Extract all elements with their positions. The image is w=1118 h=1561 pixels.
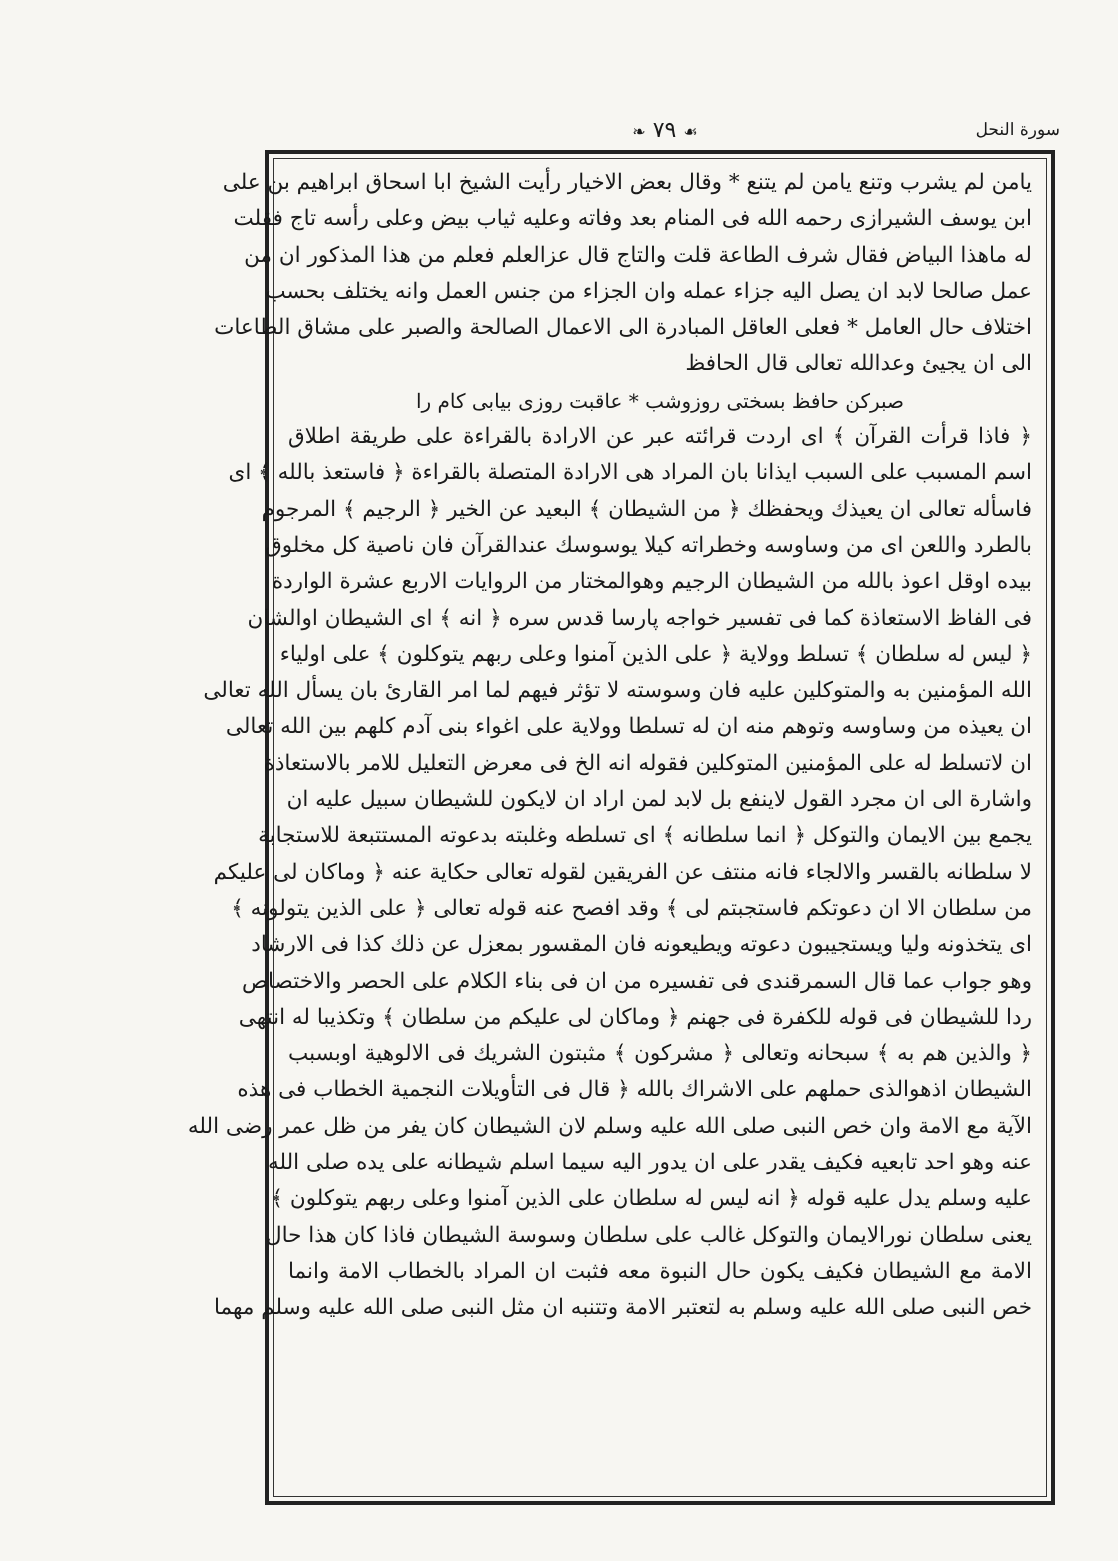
ornament-left-icon: ❧ <box>632 122 646 141</box>
text-line: يامن لم يشرب وتنع يامن لم يتنع * وقال بعض الاخيار رأيت الشيخ ابا اسحاق ابراهيم بن على <box>222 170 1032 195</box>
text-line: لا سلطانه بالقسر والالجاء فانه منتف عن الفريقين لقوله تعالى حكاية عنه ﴿ وماكان لى عليكم <box>213 859 1032 885</box>
text-line: ﴿ فاذا قرأت القرآن ﴾ اى اردت قرائته عبر عن الارادة بالقراءة على طريقة اطلاق <box>288 424 1032 450</box>
text-line: الى ان يجيئ وعدالله تعالى قال الحافظ <box>685 351 1032 377</box>
text-line: فى الفاظ الاستعاذة كما فى تفسير خواجه پارسا قدس سره ﴿ انه ﴾ اى الشيطان اوالشان <box>247 605 1032 631</box>
text-line: اى يتخذونه وليا ويستجيبون دعوته ويطيعونه فان المقسور بمعزل عن ذلك كذا فى الارشاد <box>251 932 1032 958</box>
text-line: الامة مع الشيطان فكيف يكون حال النبوة معه فثبت ان المراد بالخطاب الامة وانما <box>288 1258 1032 1284</box>
text-line: الله المؤمنين به والمتوكلين عليه فان وسوسته لا تؤثر فيهم لما امر القارئ بان يسأل الله تعالى <box>203 678 1032 704</box>
text-line: ﴿ ليس له سلطان ﴾ تسلط وولاية ﴿ على الذين آمنوا وعلى ربهم يتوكلون ﴾ على اولياء <box>279 641 1032 667</box>
text-line: عليه وسلم يدل عليه قوله ﴿ انه ليس له سلطان على الذين آمنوا وعلى ربهم يتوكلون ﴾ <box>270 1186 1032 1212</box>
page-header <box>270 118 1060 154</box>
text-line: بالطرد واللعن اى من وساوسه وخطراته كيلا يوسوسك عندالقرآن فان ناصية كل مخلوق <box>265 532 1032 558</box>
text-line: ان يعيذه من وساوسه وتوهم منه ان له تسلطا وولاية على اغواء بنى آدم كلهم بين الله تعالى <box>225 714 1032 740</box>
text-line: بيده اوقل اعوذ بالله من الشيطان الرجيم وهوالمختار من الروايات الاربع عشرة الواردة <box>271 569 1032 595</box>
text-line: وهو جواب عما قال السمرقندى فى تفسيره من ان فى بناء الكلام على الحصر والاختصاص <box>242 968 1032 994</box>
text-line: من سلطان الا ان دعوتكم فاستجبتم لى ﴾ وقد افصح عنه قوله تعالى ﴿ على الذين يتولونه ﴾ <box>231 895 1032 921</box>
page-number <box>270 118 1060 143</box>
text-line: اسم المسبب على السبب ايذانا بان المراد هى الارادة المتصلة بالقراءة ﴿ فاستعذ بالله ﴾ اى <box>228 460 1032 486</box>
text-line: عنه وهو احد تابعيه فكيف يقدر على ان يدور اليه سيما اسلم شيطانه على يده صلى الله <box>267 1150 1032 1176</box>
text-line: فاسأله تعالى ان يعيذك ويحفظك ﴿ من الشيطان ﴾ البعيد عن الخير ﴿ الرجيم ﴾ المرجوم <box>261 496 1032 522</box>
text-line: اختلاف حال العامل * فعلى العاقل المبادرة الى الاعمال الصالحة والصبر على مشاق الطاعات <box>214 315 1032 341</box>
text-line: ان لاتسلط له على المؤمنين المتوكلين فقوله انه الخ فى معرض التعليل للامر بالاستعاذة <box>263 750 1032 776</box>
text-line: خص النبى صلى الله عليه وسلم به لتعتبر الامة وتتنبه ان مثل النبى صلى الله عليه وسلم مهما <box>214 1295 1032 1321</box>
text-line: ابن يوسف الشيرازى رحمه الله فى المنام بعد وفاته وعليه ثياب بيض وعلى رأسه تاج فقلت <box>233 206 1032 232</box>
text-line: عمل صالحا لابد ان يصل اليه جزاء عمله وان الجزاء من جنس العمل وانه يختلف بحسب <box>265 278 1032 304</box>
text-line: له ماهذا البياض فقال شرف الطاعة قلت والتاج قال عزالعلم فعلم من هذا المذكور ان من <box>244 242 1032 268</box>
text-line: يعنى سلطان نورالايمان والتوكل غالب على سلطان وسوسة الشيطان فاذا كان هذا حال <box>265 1222 1032 1248</box>
text-line: يجمع بين الايمان والتوكل ﴿ انما سلطانه ﴾ اى تسلطه وغلبته بدعوته المستتبعة للاستجابة <box>258 823 1032 849</box>
page-number-value: ٧٩ <box>652 118 677 143</box>
text-frame <box>187 150 1055 1505</box>
text-line: الشيطان اذهوالذى حملهم على الاشراك بالله ﴿ قال فى التأويلات النجمية الخطاب فى هذه <box>237 1077 1032 1103</box>
text-line: ردا للشيطان فى قوله للكفرة فى جهنم ﴿ وماكان لى عليكم من سلطان ﴾ وتكذيبا له انتهى <box>238 1004 1032 1030</box>
text-body <box>187 158 1047 1497</box>
text-line: واشارة الى ان مجرد القول لاينفع بل لابد لمن اراد ان لايكون للشيطان سبيل عليه ان <box>286 787 1032 813</box>
ornament-right-icon: ☙ <box>683 122 698 141</box>
text-line: ﴿ والذين هم به ﴾ سبحانه وتعالى ﴿ مشركون ﴾ مثبتون الشريك فى الالوهية اوبسبب <box>288 1041 1032 1067</box>
surah-name: سورة النحل <box>975 120 1060 140</box>
text-line: الآية مع الامة وان خص النبى صلى الله عليه وسلم لان الشيطان كان يفر من ظل عمر رضى الله <box>187 1113 1032 1139</box>
verse-couplet: صبركن حافظ بسختى روزوشب * عاقبت روزى بيابى كام را <box>415 388 905 413</box>
